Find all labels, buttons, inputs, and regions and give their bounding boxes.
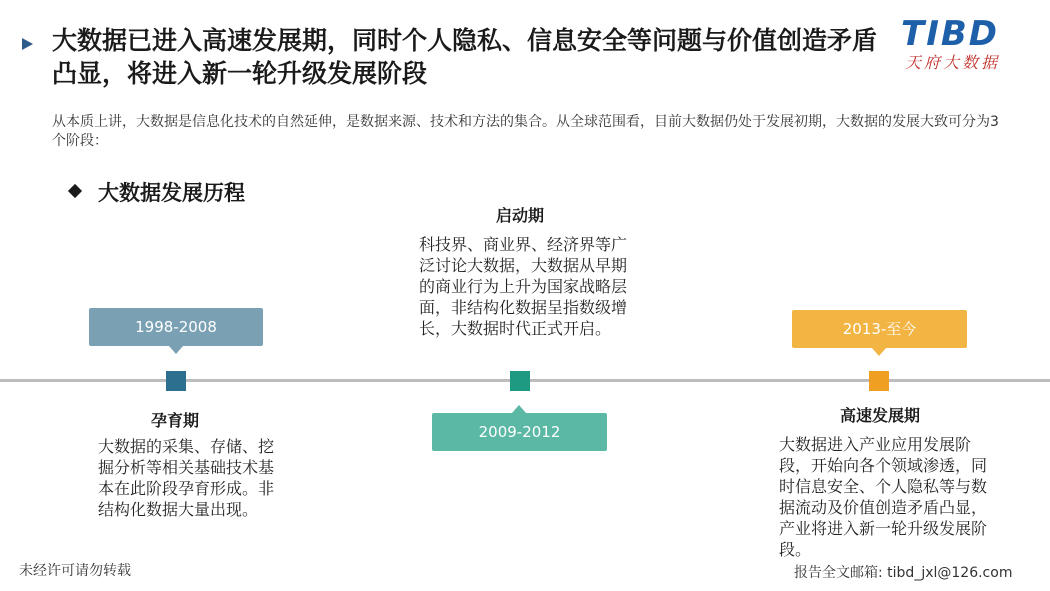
stage2-pointer-icon: [512, 405, 526, 413]
section-title: 大数据发展历程: [98, 181, 245, 205]
stage1-description: 大数据的采集、存储、挖掘分析等相关基础技术基本在此阶段孕育形成。非结构化数据大量出现。: [98, 437, 275, 519]
stage2-period-tag: 2009-2012: [432, 413, 607, 451]
logo-main-text: TIBD: [901, 14, 999, 54]
title-bullet-icon: [22, 38, 33, 50]
stage2-marker: [510, 371, 530, 391]
copyright-note: 未经许可请勿转载: [19, 563, 131, 579]
stage2-name: 启动期: [495, 206, 544, 225]
stage3-period-tag: 2013-至今: [792, 310, 967, 348]
stage1-marker: [166, 371, 186, 391]
intro-paragraph: 从本质上讲，大数据是信息化技术的自然延伸，是数据来源、技术和方法的集合。从全球范围看，目前大数据仍处于发展初期，大数据的发展大致可分为3个阶段：: [52, 114, 999, 149]
page-title: 大数据已进入高速发展期，同时个人隐私、信息安全等问题与价值创造矛盾凸显，将进入新一轮升级发展阶段: [52, 26, 878, 88]
stage2-description: 科技界、商业界、经济界等广泛讨论大数据，大数据从早期的商业行为上升为国家战略层面，非结构化数据呈指数级增长，大数据时代正式开启。: [419, 235, 628, 338]
stage3-description: 大数据进入产业应用发展阶段，开始向各个领域渗透，同时信息安全、个人隐私等与数据流动及价值创造矛盾凸显，产业将进入新一轮升级发展阶段。: [779, 435, 988, 559]
diamond-bullet-icon: [68, 184, 82, 198]
contact-email: 报告全文邮箱: tibd_jxl@126.com: [794, 565, 1013, 581]
stage1-pointer-icon: [169, 346, 183, 354]
stage3-name: 高速发展期: [839, 406, 920, 425]
logo-sub-text: 天府大数据: [905, 53, 1001, 72]
stage1-name: 孕育期: [150, 411, 199, 430]
tibd-logo: [895, 14, 1035, 74]
stage3-pointer-icon: [872, 348, 886, 356]
stage3-marker: [869, 371, 889, 391]
stage1-period-tag: 1998-2008: [89, 308, 263, 346]
